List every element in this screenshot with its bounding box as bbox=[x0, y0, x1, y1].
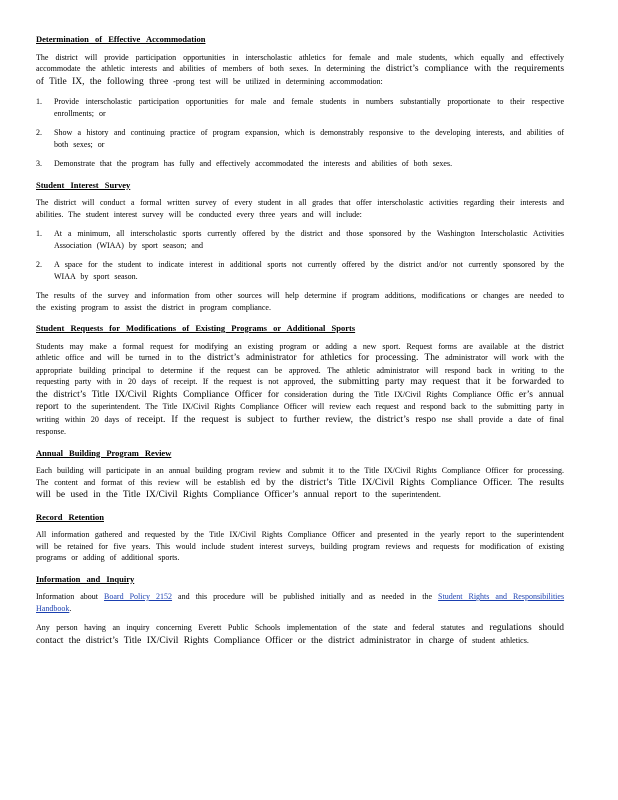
inquiry-text-e: regulations should contact the district’s Title IX/Civil Rights Compliance Officer or the district administrator in charge of bbox=[36, 623, 564, 646]
list-item bbox=[36, 259, 564, 282]
handbook-link[interactable]: Student Rights and Responsibilities Handbook bbox=[36, 592, 565, 613]
board-policy-link[interactable]: Board Policy 2152 bbox=[104, 592, 173, 601]
requests-text-b: the district’s administrator for athletics for processing. The bbox=[189, 353, 440, 363]
review-text-a: Each building will participate in an annual building program review and submit it to the Title IX/Civil Rights Compliance Officer for processing. The content and format of this review will be establish bbox=[36, 466, 564, 487]
requests-text-e: consideration during the Title IX/Civil Rights Compliance Offic bbox=[284, 389, 514, 399]
requests-text-f: er’s annual report to bbox=[36, 389, 565, 412]
item-number: 1. bbox=[36, 97, 42, 106]
inquiry-paragraph-1 bbox=[36, 591, 564, 614]
requests-text-a: Students may make a formal request for modifying an existing program or adding a new sport. Request forms are available at the district athletic office and will be turned in to bbox=[36, 341, 564, 362]
survey-list bbox=[36, 228, 564, 282]
determination-intro-a: The district will provide participation opportunities in interscholastic athletics for female and male students, which equally and effectively accommodate the athletic interests and abilities of members of both sexes. In determining the bbox=[36, 52, 564, 73]
survey-intro: The district will conduct a formal written survey of every student in all grades that offer interscholastic activities regarding their interests and abilities. The student interest survey will be conducted every three years and will include: bbox=[36, 198, 564, 219]
inquiry-text-d: Any person having an inquiry concerning Everett Public Schools implementation of the state and federal statutes and bbox=[36, 623, 483, 632]
item-number: 2. bbox=[36, 260, 42, 269]
section-determination bbox=[36, 34, 564, 170]
inquiry-text-c: . bbox=[69, 603, 72, 613]
heading-retention: Record Retention bbox=[36, 511, 104, 522]
review-text-b: ed by the district’s Title IX/Civil Rights Compliance Officer. The results will be used in the Title IX/Civil Rights Compliance Officer’s annual report to the bbox=[36, 477, 565, 500]
determination-intro bbox=[36, 52, 564, 89]
inquiry-paragraph-2 bbox=[36, 622, 564, 647]
inquiry-text-b: and this procedure will be published initially and as needed in the bbox=[178, 592, 433, 601]
item-number: 1. bbox=[36, 229, 42, 238]
determination-intro-b: district’s compliance with the requirements of Title IX, the following three bbox=[36, 64, 565, 87]
determination-intro-c: -prong test will be utilized in determining accommodation: bbox=[173, 76, 383, 86]
inquiry-text-f: student athletics. bbox=[472, 635, 529, 645]
survey-closing: The results of the survey and information from other sources will help determine if program additions, modifications or changes are needed to the existing program to assist the district in program compliance. bbox=[36, 291, 564, 312]
section-requests bbox=[36, 323, 564, 438]
list-item bbox=[36, 127, 564, 150]
heading-review: Annual Building Program Review bbox=[36, 447, 172, 458]
determination-list bbox=[36, 96, 564, 170]
list-item bbox=[36, 158, 564, 170]
section-survey bbox=[36, 180, 564, 314]
item-number: 2. bbox=[36, 128, 42, 137]
item-text: Provide interscholastic participation opportunities for male and female students in numbers substantially proportionate to their respective enrollments; or bbox=[54, 97, 564, 118]
heading-inquiry: Information and Inquiry bbox=[36, 573, 135, 584]
retention-paragraph: All information gathered and requested by the Title IX/Civil Rights Compliance Officer and presented in the yearly report to the superintendent will be retained for five years. This would include student interest surveys, building program reviews and requests for modification of existing programs or adding of additional sports. bbox=[36, 530, 564, 562]
list-item bbox=[36, 228, 564, 251]
inquiry-text-a: Information about bbox=[36, 592, 98, 601]
section-review bbox=[36, 448, 564, 502]
item-text: Demonstrate that the program has fully and effectively accommodated the interests and abilities of both sexes. bbox=[54, 159, 453, 168]
heading-survey: Student Interest Survey bbox=[36, 179, 131, 190]
section-retention bbox=[36, 512, 564, 564]
requests-text-g: the superintendent. The Title IX/Civil Rights Compliance Officer will review each request and respond back to the submitting party in writing within 20 days of bbox=[36, 402, 565, 424]
item-text: Show a history and continuing practice of program expansion, which is demonstrably responsive to the developing interests, and abilities of both sexes; or bbox=[54, 128, 564, 149]
requests-text-h: receipt. If the request is subject to further review, the district’s respo bbox=[137, 414, 437, 425]
document-page bbox=[36, 34, 564, 657]
item-number: 3. bbox=[36, 159, 42, 168]
requests-text-d: the submitting party may request that it be forwarded to the district’s Title IX/Civil Rights Compliance Officer for bbox=[36, 377, 564, 400]
review-paragraph bbox=[36, 465, 564, 502]
requests-text-c: administrator will work with the appropriate building principal to determine if the request can be approved. The athletic administrator will respond back in writing to the requesting party with in 20 days of receipt. If the request is not approved, bbox=[36, 353, 565, 386]
heading-determination: Determination of Effective Accommodation bbox=[36, 34, 206, 44]
list-item bbox=[36, 96, 564, 119]
requests-text-i: nse shall provide a date of final response. bbox=[36, 414, 565, 436]
section-inquiry bbox=[36, 574, 564, 648]
heading-requests: Student Requests for Modifications of Existing Programs or Additional Sports bbox=[36, 323, 356, 333]
item-text: At a minimum, all interscholastic sports currently offered by the district and those sponsored by the Washington Interscholastic Activities Association (WIAA) by sport season; and bbox=[54, 229, 564, 250]
item-text: A space for the student to indicate interest in additional sports not currently offered by the district and/or not currently sponsored by the WIAA by sport season. bbox=[54, 260, 564, 281]
requests-paragraph bbox=[36, 341, 564, 438]
review-text-c: superintendent. bbox=[391, 490, 441, 499]
